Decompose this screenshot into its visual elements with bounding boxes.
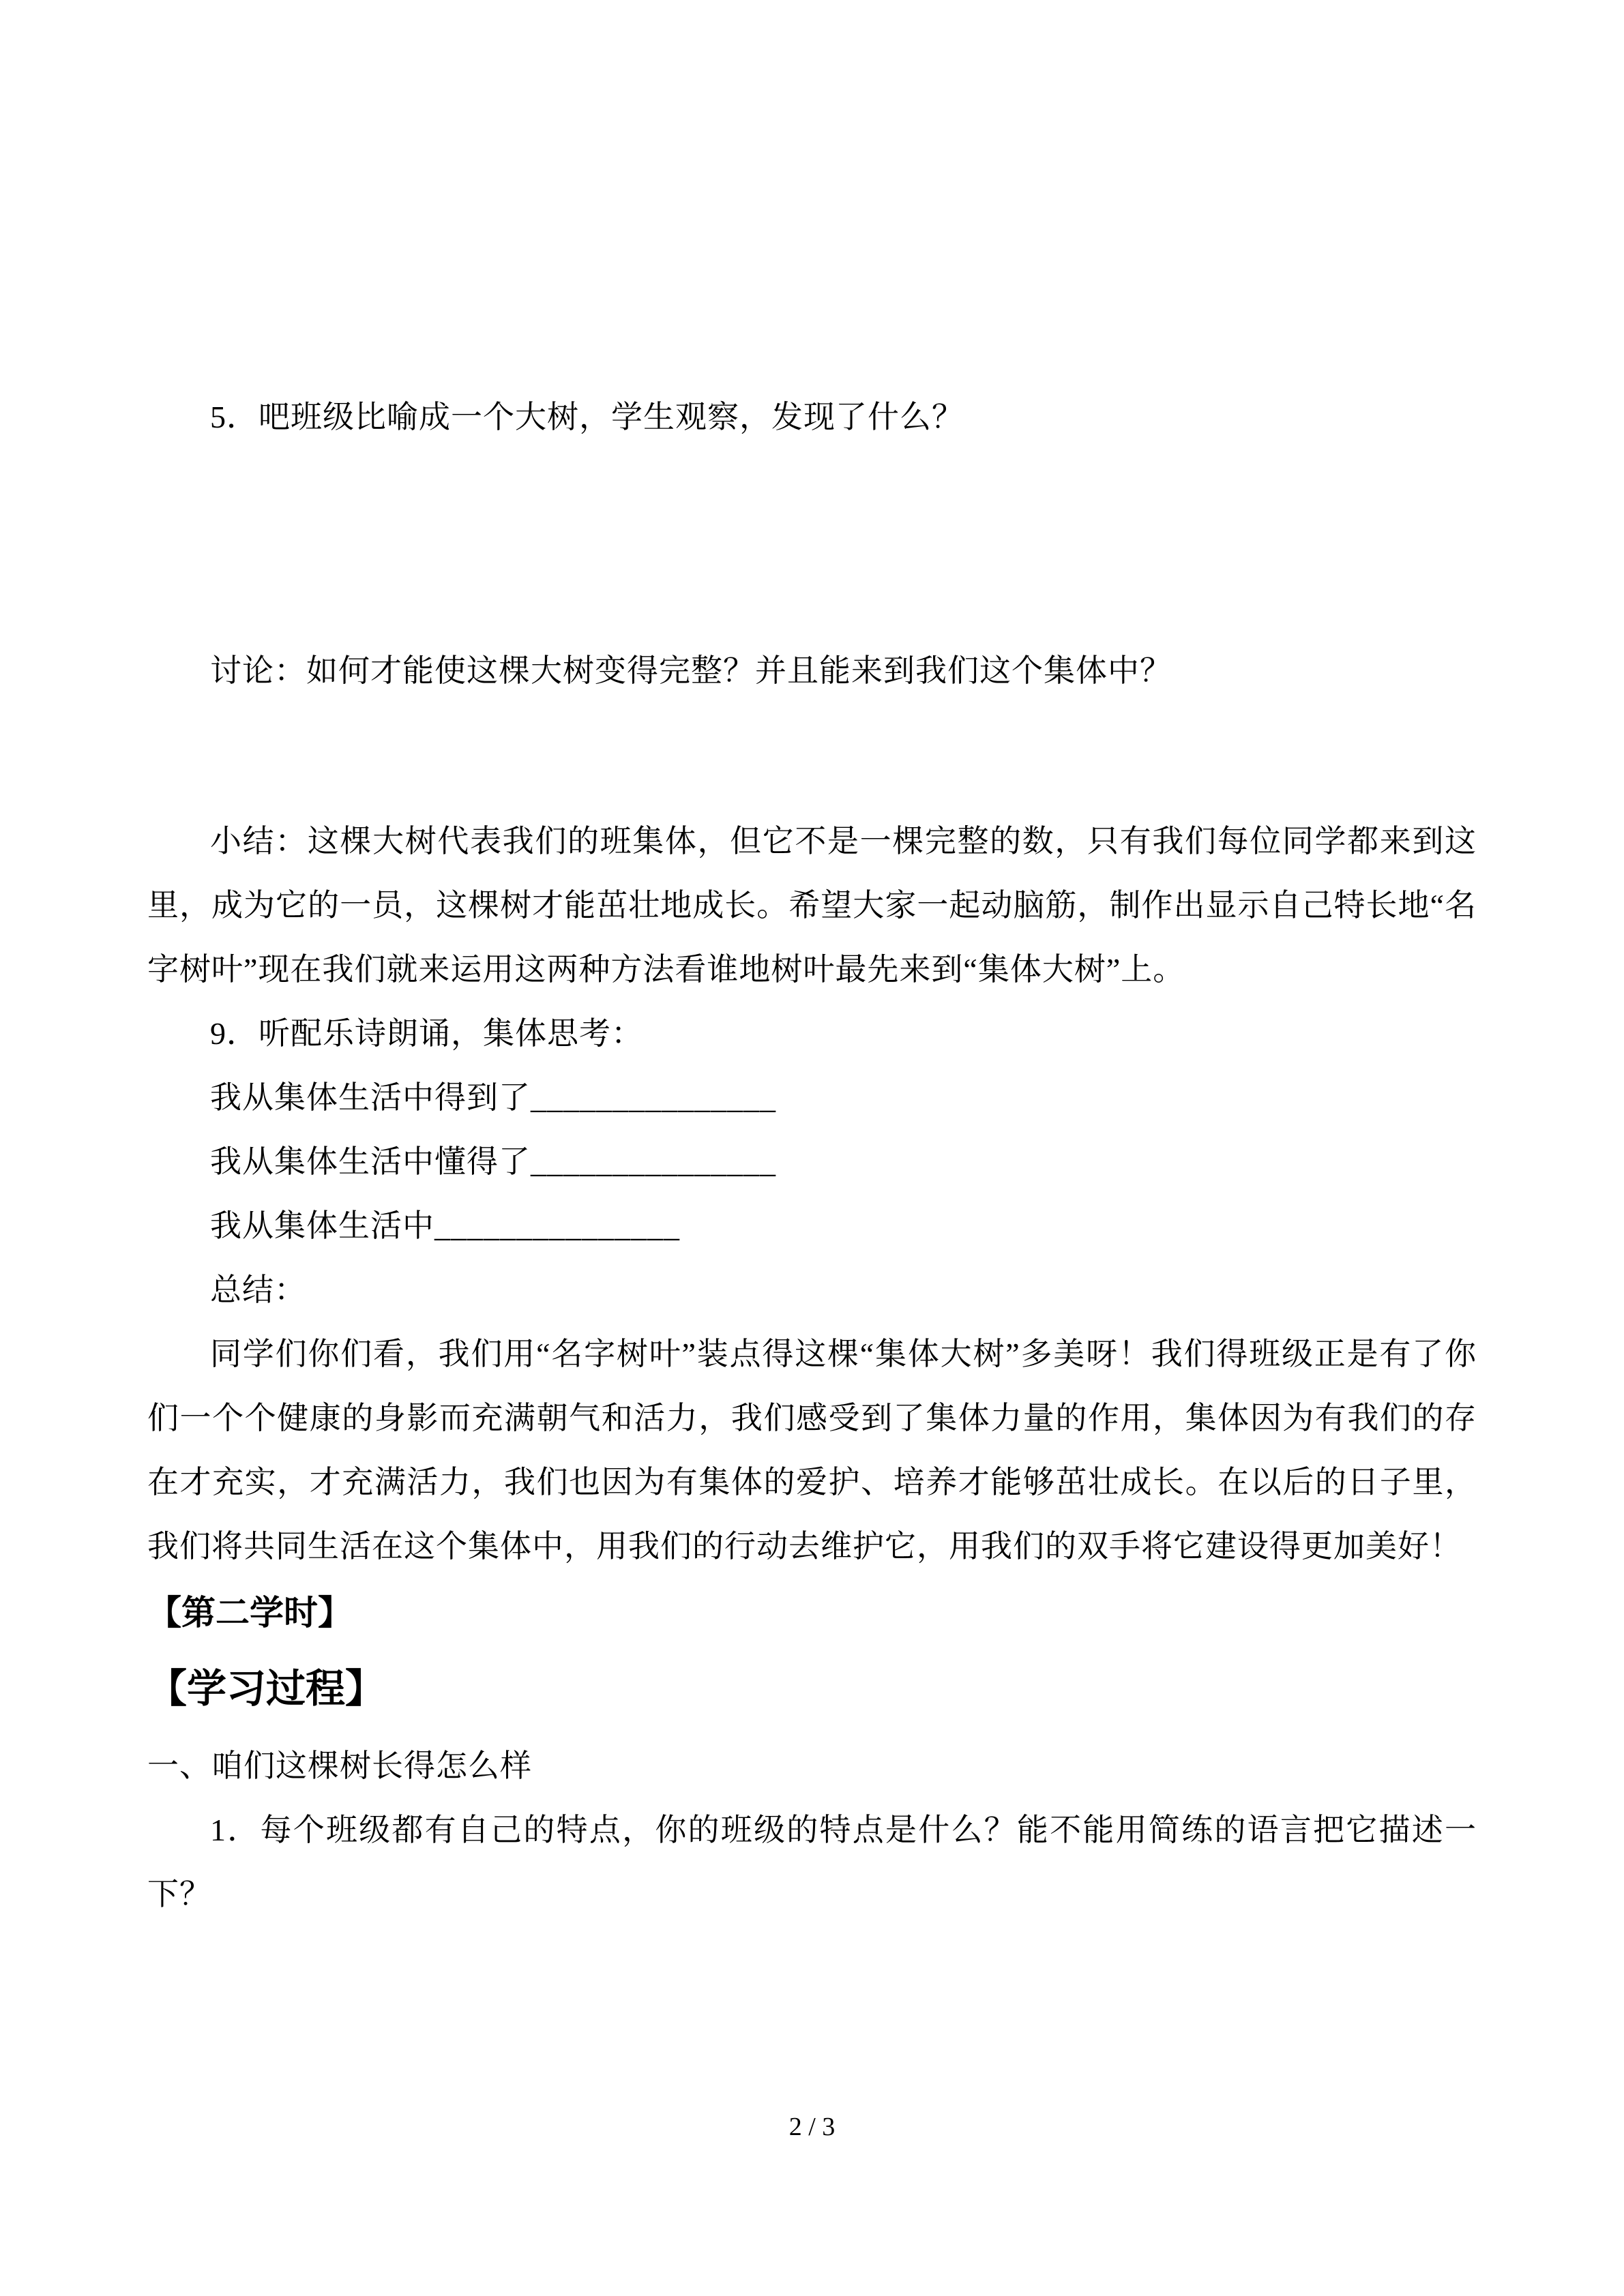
paragraph-item-9: 9．听配乐诗朗诵，集体思考： [210,1016,643,1051]
document-content [147,385,1477,1926]
paragraph-conclusion: 同学们你们看，我们用“名字树叶”装点得这棵“集体大树”多美呀！我们得班级正是有了你们一个个健康的身影而充满朝气和活力，我们感受到了集体力量的作用，集体因为有我们的存在才充实，才充满活力，我们也因为有集体的爱护、培养才能够茁壮成长。在以后的日子里，我们将共同生活在这个集体中，用我们的行动去维护它，用我们的双手将它建设得更加美好！ [147,1337,1477,1564]
paragraph-summary: 小结：这棵大树代表我们的班集体，但它不是一棵完整的数，只有我们每位同学都来到这里，成为它的一员，这棵树才能茁壮地成长。希望大家一起动脑筋，制作出显示自己特长地“名字树叶”现在我们就来运用这两种方法看谁地树叶最先来到“集体大树”上。 [147,824,1477,987]
heading-learning-process: 【学习过程】 [147,1667,385,1711]
blank-space [147,703,1477,809]
fill-blank-line-3: 我从集体生活中_______________ [210,1208,680,1243]
fill-blank-line-1: 我从集体生活中得到了_______________ [210,1080,776,1115]
heading-second-period: 【第二学时】 [147,1594,352,1632]
fill-blank-line-2: 我从集体生活中懂得了_______________ [210,1144,776,1179]
paragraph-zongjie-label: 总结： [210,1272,306,1307]
paragraph-question-1: 1．每个班级都有自己的特点，你的班级的特点是什么？能不能用简练的语言把它描述一下？ [147,1813,1477,1911]
paragraph-section-one: 一、咱们这棵树长得怎么样 [147,1748,532,1783]
page-footer-page-number: 2 / 3 [788,2113,836,2141]
paragraph-question-5: 5．吧班级比喻成一个大树，学生观察，发现了什么？ [210,400,964,434]
blank-space [147,449,1477,639]
paragraph-discussion: 讨论：如何才能使这棵大树变得完整？并且能来到我们这个集体中？ [210,653,1172,688]
